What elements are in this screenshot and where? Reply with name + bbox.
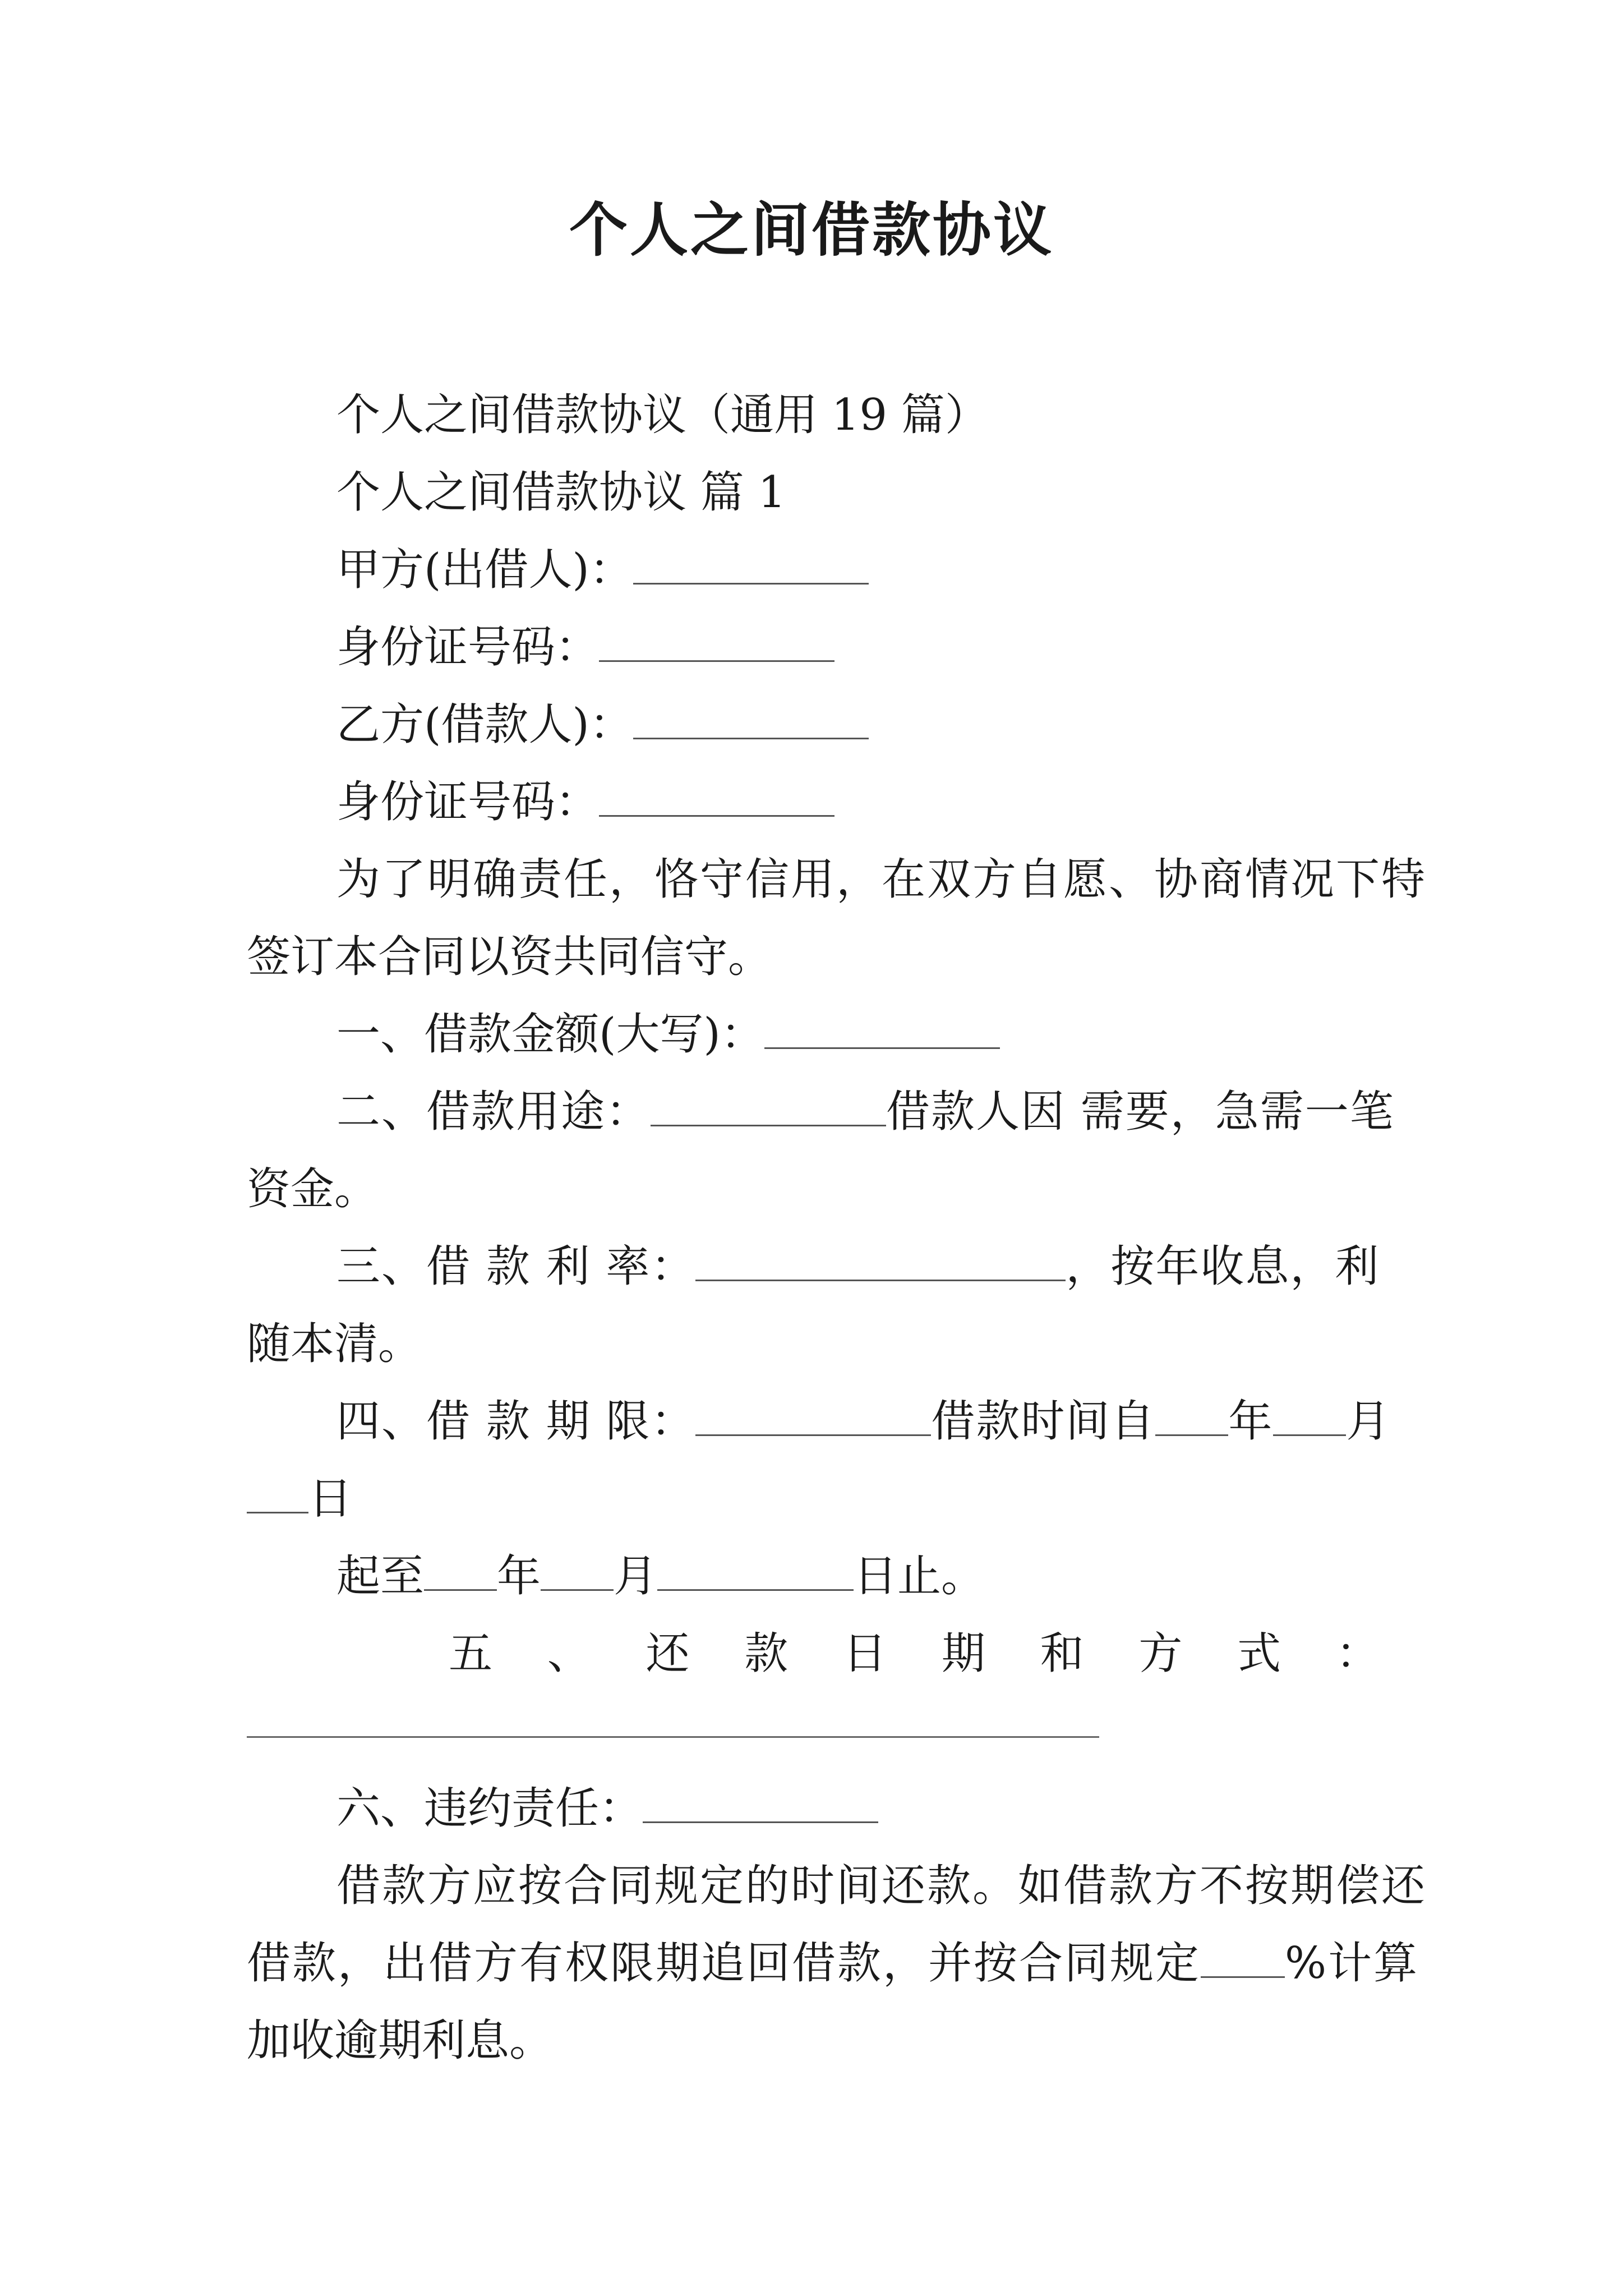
preamble-line-2: 签订本合同以资共同信守。 <box>247 932 772 982</box>
clause-term: 四、借 款 期 限： 借款时间自 年 月 <box>336 1396 1391 1447</box>
end-year-blank <box>424 1550 497 1591</box>
rate-blank <box>695 1240 1066 1281</box>
liability-text-line-3: 加收逾期利息。 <box>247 2016 554 2066</box>
document-title: 个人之间借款协议 <box>569 195 1054 264</box>
purpose-blank <box>651 1085 886 1126</box>
end-month-blank <box>541 1550 614 1591</box>
clause-rate: 三、借 款 利 率： ，按年收息，利 <box>336 1241 1380 1292</box>
lender-id-blank <box>599 621 834 662</box>
liability-text-line-1: 借款方应按合同规定的时间还款。如借款方不按期偿还 <box>336 1861 1427 1911</box>
start-day-blank <box>247 1473 308 1513</box>
clause-rate-cont: 随本清。 <box>247 1319 422 1369</box>
borrower-id-blank <box>599 776 834 817</box>
repayment-blank-line <box>247 1736 1099 1738</box>
clause-term-day: 日 <box>247 1471 1380 1527</box>
clause-purpose-cont: 资金。 <box>247 1164 379 1214</box>
liability-text-line-2: 借款，出借方有权限期追回借款，并按合同规定 %计算 <box>247 1938 1419 1989</box>
lender-id-field: 身份证号码： <box>247 619 1469 675</box>
preamble-line-1: 为了明确责任，恪守信用，在双方自愿、协商情况下特 <box>336 854 1427 905</box>
term-blank <box>695 1395 931 1436</box>
start-month-blank <box>1273 1395 1346 1436</box>
lender-blank <box>633 544 869 585</box>
subtitle: 个人之间借款协议（通用 19 篇） <box>336 390 989 440</box>
borrower-field: 乙方(借款人)： <box>247 697 1469 753</box>
clause-purpose: 二、借款用途： 借款人因 需要，急需一笔 <box>336 1087 1395 1137</box>
borrower-id-field: 身份证号码： <box>247 774 1469 830</box>
lender-field: 甲方(出借人)： <box>247 542 1469 598</box>
clause-amount: 一、借款金额(大写)： <box>247 1006 1469 1062</box>
section-heading: 个人之间借款协议 篇 1 <box>336 467 786 518</box>
percent-blank <box>1201 1937 1285 1978</box>
clause-repayment: 五 、 还 款 日 期 和 方 式 ： <box>449 1628 1380 1679</box>
clause-term-end: 起至 年 月 日止。 <box>336 1551 985 1602</box>
start-year-blank <box>1155 1395 1228 1436</box>
borrower-blank <box>633 698 869 739</box>
liability-blank <box>643 1782 878 1823</box>
amount-blank <box>764 1008 1000 1049</box>
clause-liability: 六、违约责任： <box>247 1780 1469 1837</box>
end-day-blank <box>657 1550 854 1591</box>
